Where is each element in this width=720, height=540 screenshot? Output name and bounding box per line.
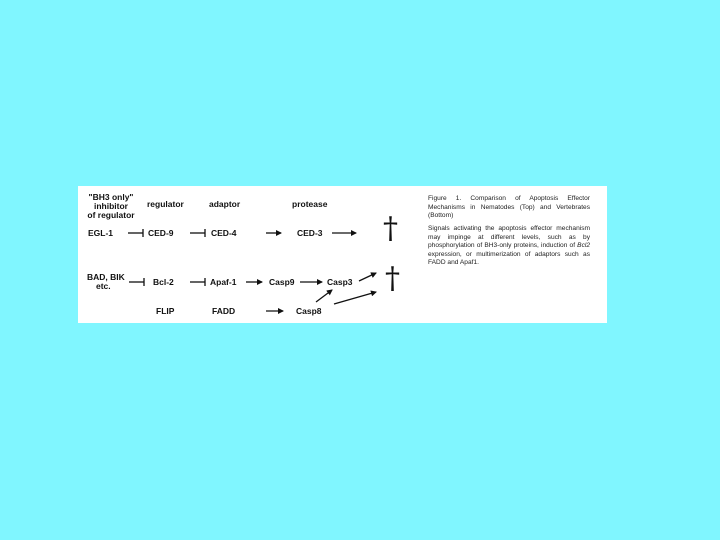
inhibit-bcl2-apaf1	[190, 278, 205, 286]
apaf1-label: Apaf-1	[210, 277, 237, 287]
header-protease: protease	[292, 199, 328, 209]
gene-name: Bcl2	[577, 242, 590, 250]
header-regulator: regulator	[147, 199, 184, 209]
header-inhibitor: "BH3 only" inhibitor of regulator	[87, 192, 135, 220]
inhibit-egl1-ced9	[128, 229, 143, 237]
figure-caption-body: Signals activating the apoptosis effector mechanism may impinge at different levels, such as by phosphorylation of BH3-only proteins, induction of Bcl2 expression, or multimerization of adaptors such as FADD and Apaf1.	[428, 225, 590, 267]
ced3-label: CED-3	[297, 228, 323, 238]
ced4-label: CED-4	[211, 228, 237, 238]
arrow-casp3-death	[359, 273, 376, 281]
death-cross-icon: †	[385, 261, 400, 296]
casp8-label: Casp8	[296, 306, 322, 316]
arrow-casp8-casp3	[316, 290, 332, 302]
header-adaptor: adaptor	[209, 199, 241, 209]
bad-bik-label: BAD, BIK etc.	[87, 272, 125, 291]
apoptosis-figure	[78, 186, 607, 323]
arrow-casp8-death	[334, 292, 376, 304]
bcl2-label: Bcl-2	[153, 277, 174, 287]
inhibit-bad-bcl2	[129, 278, 144, 286]
death-cross-icon: †	[383, 211, 398, 246]
casp3-label: Casp3	[327, 277, 353, 287]
casp9-label: Casp9	[269, 277, 295, 287]
flip-label: FLIP	[156, 306, 175, 316]
figure-caption-title: Figure 1. Comparison of Apoptosis Effector Mechanisms in Nematodes (Top) and Vertebrates (Bottom)	[428, 195, 590, 220]
egl1-label: EGL-1	[88, 228, 114, 238]
ced9-label: CED-9	[148, 228, 174, 238]
inhibit-ced9-ced4	[190, 229, 205, 237]
fadd-label: FADD	[212, 306, 236, 316]
